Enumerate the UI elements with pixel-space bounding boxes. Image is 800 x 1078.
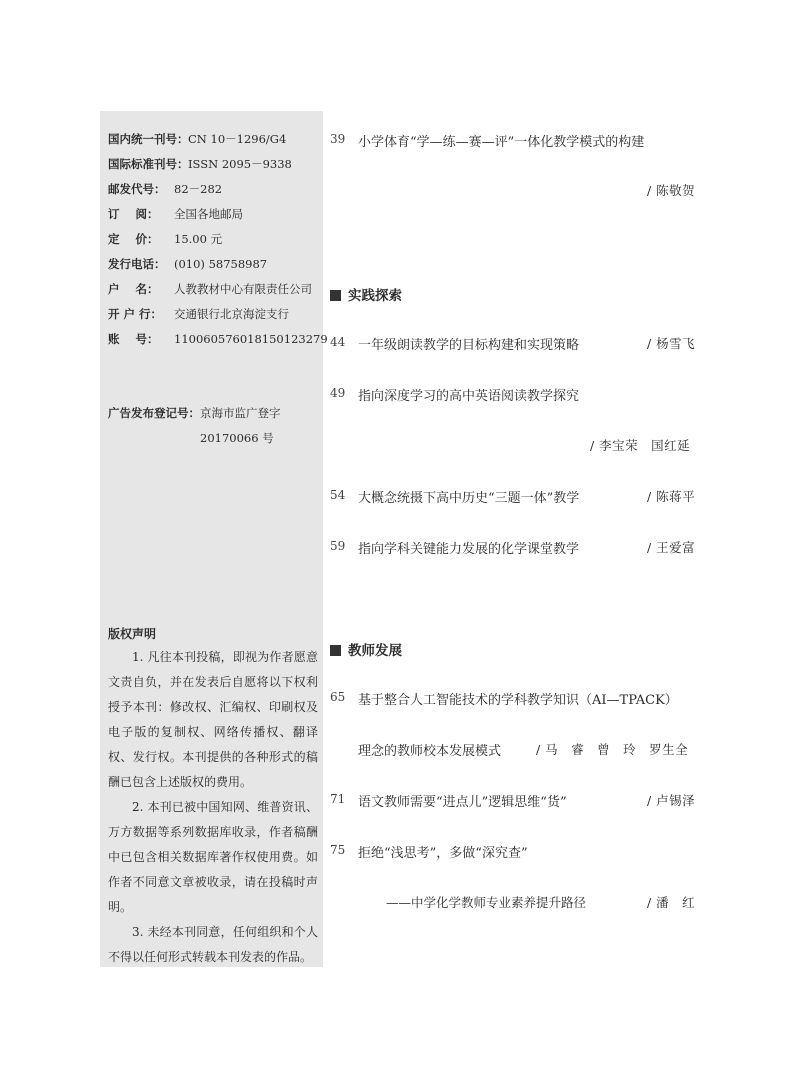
toc-article-title[interactable]: 一年级朗读教学的目标构建和实现策略 — [358, 338, 580, 353]
toc-page-number: 59 — [330, 539, 346, 553]
info-value: 交通银行北京海淀支行 — [174, 307, 289, 321]
section-heading-practice — [330, 284, 402, 304]
info-postal-code — [108, 181, 222, 197]
toc-article-subtitle: ——中学化学教师专业素养提升路径 — [386, 895, 587, 910]
info-label: 邮发代号： — [108, 182, 166, 196]
toc-article-author: / 杨雪飞 — [647, 336, 696, 351]
info-value: 全国各地邮局 — [174, 207, 243, 221]
toc-page-number: 71 — [330, 792, 346, 806]
toc-article-title[interactable]: 基于整合人工智能技术的学科教学知识（AI—TPACK） — [358, 693, 678, 708]
toc-article-author: / 潘 红 — [647, 895, 696, 910]
toc-page-number: 75 — [330, 843, 346, 857]
info-label: 定 价： — [108, 232, 159, 246]
info-cn — [108, 131, 286, 147]
info-label: 账 号： — [108, 332, 159, 346]
info-price — [108, 231, 222, 247]
copyright-paragraph-3: 3. 未经本刊同意，任何组织和个人不得以任何形式转载本刊发表的作品。 — [108, 925, 318, 964]
info-label: 户 名： — [108, 282, 159, 296]
section-heading-teacher-development — [330, 639, 402, 659]
toc-article-author: / 陈蒋平 — [647, 489, 696, 504]
toc-article-title-continued[interactable]: 理念的教师校本发展模式 — [358, 744, 502, 759]
info-label: 订 阅： — [108, 207, 159, 221]
info-value: 京海市监广登字 — [200, 406, 281, 420]
copyright-paragraph-2: 2. 本刊已被中国知网、维普资讯、万方数据等系列数据库收录，作者稿酬中已包含相关数据库著作权使用费。如作者不同意文章被收录，请在投稿时声明。 — [108, 800, 318, 914]
info-value: (010) 58758987 — [174, 257, 268, 271]
square-bullet-icon — [330, 290, 341, 301]
info-subscribe — [108, 206, 243, 222]
toc-article-title[interactable]: 拒绝“浅思考”，多做“深究查” — [358, 846, 528, 861]
toc-page-number: 44 — [330, 335, 346, 349]
toc-page-number: 39 — [330, 132, 346, 146]
info-value: 15.00 元 — [174, 232, 223, 246]
info-phone — [108, 256, 267, 272]
info-account-name — [108, 281, 312, 297]
info-label: 广告发布登记号： — [108, 406, 200, 420]
toc-article-author: / 李宝荣 国红延 — [590, 438, 691, 453]
section-heading-label: 教师发展 — [348, 643, 402, 659]
toc-article-title[interactable]: 语文教师需要“进点儿”逻辑思维“货” — [358, 795, 567, 810]
section-heading-label: 实践探索 — [348, 288, 402, 304]
info-label: 开 户 行： — [108, 307, 163, 321]
info-value: 人教教材中心有限责任公司 — [174, 282, 312, 296]
toc-article-author: / 陈敬贺 — [647, 183, 696, 198]
toc-article-title[interactable]: 指向学科关键能力发展的化学课堂教学 — [358, 542, 580, 557]
info-label: 发行电话： — [108, 257, 166, 271]
info-ad-registration-number: 20170066 号 — [200, 431, 274, 445]
toc-page-number: 65 — [330, 690, 346, 704]
info-value: 110060576018150123279 — [174, 332, 328, 346]
toc-page-number: 54 — [330, 488, 346, 502]
info-ad-registration — [108, 405, 281, 421]
info-bank — [108, 306, 289, 322]
toc-article-title[interactable]: 小学体育“学—练—赛—评”一体化教学模式的构建 — [358, 135, 645, 150]
toc-article-author: / 卢锡泽 — [647, 793, 696, 808]
info-account-number — [108, 331, 328, 347]
toc-article-author: / 马 睿 曾 玲 罗生全 — [536, 742, 689, 757]
copyright-paragraph-1: 1. 凡往本刊投稿，即视为作者愿意文责自负，并在发表后自愿将以下权利授予本刊：修改权、汇编权、印刷权及电子版的复制权、网络传播权、翻译权、发行权。本刊提供的各种形式的稿酬已包含上述版权的费用。 — [108, 650, 318, 789]
toc-article-author: / 王爱富 — [647, 540, 696, 555]
toc-article-title[interactable]: 大概念统摄下高中历史“三题一体”教学 — [358, 491, 580, 506]
toc-page-number: 49 — [330, 386, 346, 400]
info-issn — [108, 156, 292, 172]
info-label: 国际标准刊号： — [108, 157, 189, 171]
copyright-title: 版权声明 — [108, 627, 157, 641]
square-bullet-icon — [330, 645, 341, 656]
toc-article-title[interactable]: 指向深度学习的高中英语阅读教学探究 — [358, 389, 580, 404]
info-value: ISSN 2095－9338 — [188, 157, 292, 171]
info-value: CN 10－1296/G4 — [188, 132, 287, 146]
info-value: 82－282 — [174, 182, 223, 196]
info-label: 国内统一刊号： — [108, 132, 189, 146]
